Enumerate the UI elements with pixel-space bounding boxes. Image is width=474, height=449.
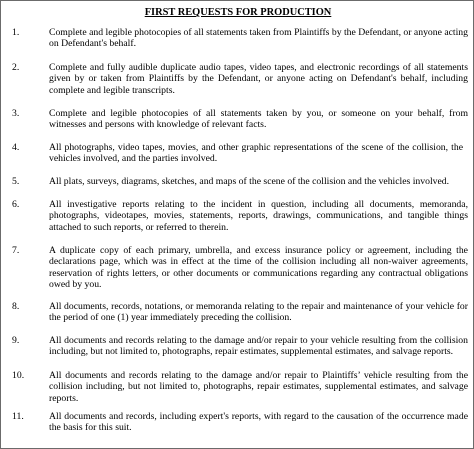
request-text: All photographs, video tapes, movies, and other graphic representations of the scene of the collision, the vehicles involved, and the parties involved. (49, 142, 463, 165)
request-text: Complete and legible photocopies of all statements taken by you, or someone on your behalf, from witnesses and persons with knowledge of relevant facts. (49, 108, 468, 131)
request-number: 7. (12, 245, 20, 256)
document-title (1, 6, 474, 19)
request-text: All plats, surveys, diagrams, sketches, and maps of the scene of the collision and the vehicles involved. (49, 176, 450, 187)
request-number: 6. (12, 199, 20, 210)
request-text: A duplicate copy of each primary, umbrella, and excess insurance policy or agreement, including the declarations page, which was in effect at the time of the collision including all non-waiver agreements, reservation of rights letters, or other documents or communications regarding any contractual obligations owed by you. (49, 245, 468, 291)
document-title-text: FIRST REQUESTS FOR PRODUCTION (144, 7, 332, 18)
request-number: 1. (12, 27, 20, 38)
request-number: 8. (12, 301, 20, 312)
request-number: 9. (12, 335, 20, 346)
request-text: All investigative reports relating to the incident in question, including all documents, memoranda, photographs, videotapes, movies, statements, reports, drawings, communications, and tangible things attached to such reports, or referred to therein. (49, 199, 468, 233)
request-number: 10. (12, 370, 25, 381)
request-text: All documents and records, including expert's reports, with regard to the causation of the occurrence made the basis for this suit. (49, 411, 468, 434)
request-text: Complete and legible photocopies of all statements taken from Plaintiffs by the Defendant, or anyone acting on Defendant's behalf. (49, 27, 468, 50)
request-number: 5. (12, 176, 20, 187)
request-number: 4. (12, 142, 20, 153)
request-text: Complete and fully audible duplicate audio tapes, video tapes, and electronic recordings of all statements given by or taken from Plaintiffs by the Defendant, or anyone acting on Defendant's behalf, including complete and legible transcripts. (49, 62, 468, 96)
request-number: 3. (12, 108, 20, 119)
request-text: All documents and records relating to the damage and/or repair to your vehicle resulting from the collision including, but not limited to, photographs, repair estimates, supplemental estimates, and salvage reports. (49, 335, 468, 358)
request-number: 11. (12, 411, 24, 422)
request-text: All documents, records, notations, or memoranda relating to the repair and maintenance of your vehicle for the period of one (1) year immediately preceding the collision. (49, 301, 468, 324)
request-text: All documents and records relating to the damage and/or repair to Plaintiffs’ vehicle resulting from the collision including, but not limited to, photographs, repair estimates, supplemental estimates, and salvage reports. (49, 370, 468, 404)
request-number: 2. (12, 62, 20, 73)
